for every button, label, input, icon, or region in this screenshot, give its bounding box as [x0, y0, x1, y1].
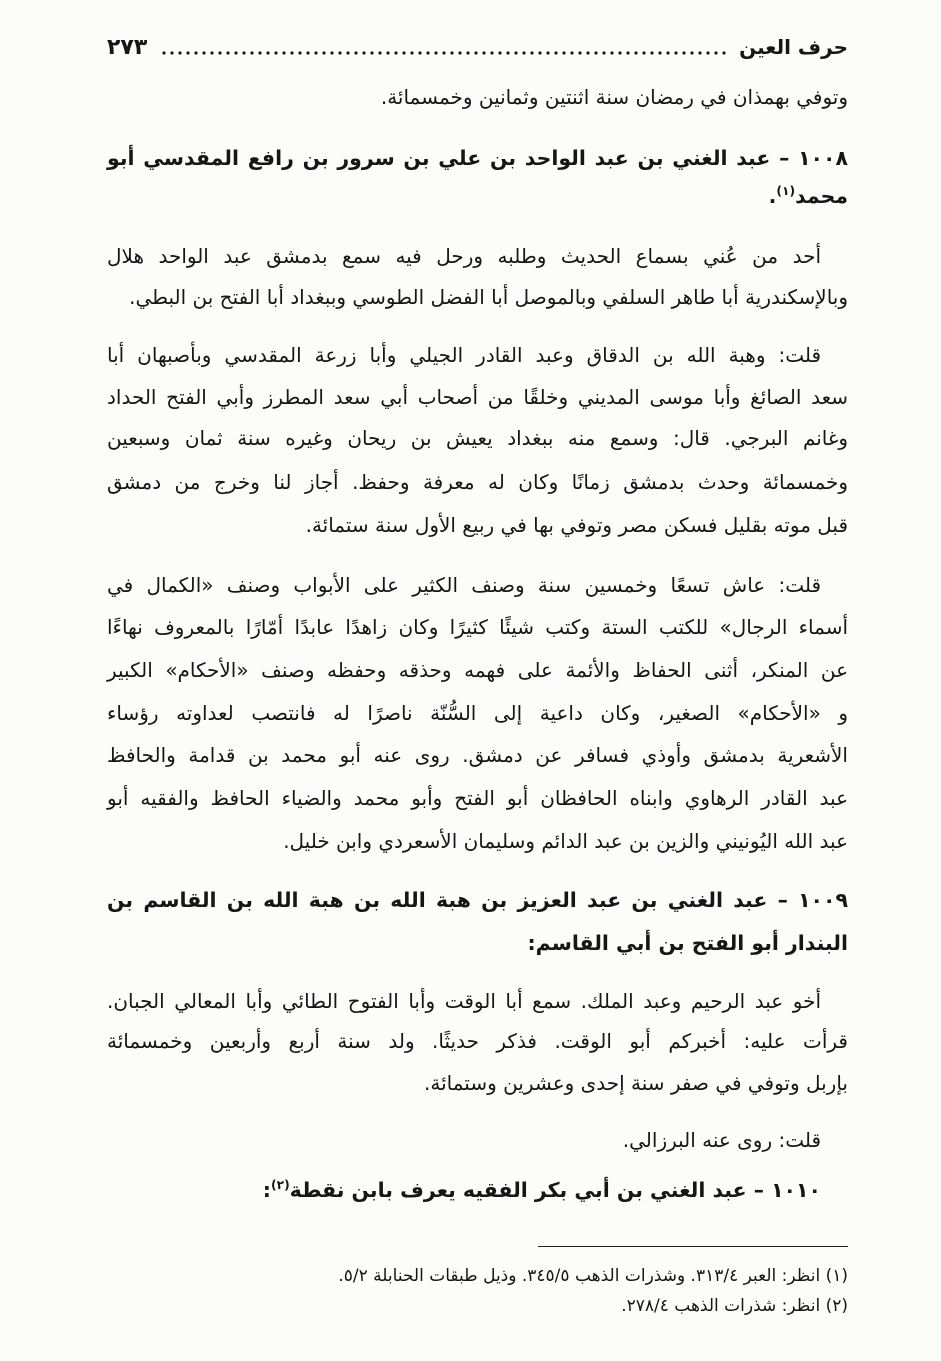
text-line: و «الأحكام» الصغير، وكان داعية إلى السُّنّة ناصرًا له فانتصب لعداوته رؤساء	[107, 701, 848, 725]
text-line: قلت: روى عنه البرزالي.	[622, 1128, 821, 1152]
entry-heading-line: البندار أبو الفتح بن أبي القاسم:	[527, 931, 848, 955]
entry-heading-line: ١٠٠٨ – عبد الغني بن عبد الواحد بن علي بن سرور بن رافع المقدسي أبو	[107, 146, 848, 170]
continuation-line: وتوفي بهمذان في رمضان سنة اثنتين وثمانين وخمسمائة.	[380, 85, 848, 109]
text-line: عن المنكر، أثنى الحفاظ والأئمة على فهمه وحذقه وحفظه وصنف «الأحكام» الكبير	[107, 658, 848, 682]
footnote-text: انظر: العبر ٣١٣/٤. وشذرات الذهب ٣٤٥/٥. وذيل طبقات الحنابلة ٥/٢.	[338, 1266, 821, 1286]
text-line: أسماء الرجال» للكتب الستة وكتب شيئًا كثيرًا وكان زاهدًا عابدًا أمّارًا بالمعروف نهاءًا	[107, 615, 848, 639]
text-line: قلت: وهبة الله بن الدقاق وعبد القادر الجيلي وأبا زرعة المقدسي وبأصبهان أبا	[107, 343, 821, 367]
text-line: أحد من عُني بسماع الحديث وطلبه ورحل فيه سمع بدمشق عبد الواحد هلال	[107, 244, 821, 268]
footnote-ref: (١)	[776, 184, 796, 199]
entry-heading-line	[107, 176, 848, 216]
dotted-leader	[161, 50, 727, 56]
text-line: سعد الصائغ وأبا موسى المديني وخلقًا من أصحاب أبي سعد المطرز وأبي الفتح الحداد	[107, 385, 848, 409]
text-line: قبل موته بقليل فسكن مصر وتوفي بها في ربيع الأول سنة ستمائة.	[305, 513, 848, 537]
text-line: وخمسمائة وحدث بدمشق زمانًا وكان له معرفة وحفظ. أجاز لنا وخرج من دمشق	[107, 470, 848, 494]
page-number: ٢٧٣	[107, 34, 148, 60]
text-line: وغانم البرجي. قال: وسمع منه ببغداد يعيش بن ريحان وغيره سنة ثمان وسبعين	[107, 426, 848, 450]
text-line: قلت: عاش تسعًا وخمسين سنة وصنف الكثير على الأبواب وصنف «الكمال في	[107, 573, 821, 597]
text-line: وبالإسكندرية أبا طاهر السلفي وبالموصل أبا الفضل الطوسي وببغداد أبا الفتح بن البطي.	[129, 285, 848, 309]
text-line: عبد القادر الرهاوي وابناه الحافظان أبو الفتح وأبو محمد والضياء الحافظ والفقيه أبو	[107, 786, 848, 810]
entry-heading-line	[107, 1170, 848, 1210]
footnote-separator	[538, 1246, 848, 1247]
heading-text: ١٠١٠ – عبد الغني بن أبي بكر الفقيه يعرف بابن نقطة	[289, 1178, 821, 1202]
footnote-marker: (١)	[825, 1266, 848, 1286]
footnote	[107, 1261, 848, 1291]
text-line: قرأت عليه: أخبركم أبو الوقت. فذكر حديثًا. ولد سنة أربع وأربعين وخمسمائة	[107, 1029, 848, 1053]
text-line: الأشعرية بدمشق وأوذي فسافر عن دمشق. روى عنه أبو محمد بن قدامة والحافظ	[107, 743, 848, 767]
running-header	[107, 27, 848, 67]
section-title: حرف العين	[739, 35, 848, 59]
text-line: بإربل وتوفي في صفر سنة إحدى وعشرين وستمائة.	[424, 1071, 848, 1095]
entry-heading-line: ١٠٠٩ – عبد الغني بن عبد العزيز بن هبة الله بن هبة الله بن القاسم بن	[107, 888, 848, 912]
footnote-marker: (٢)	[825, 1296, 848, 1316]
heading-text: محمد	[795, 184, 848, 208]
text-line: أخو عبد الرحيم وعبد الملك. سمع أبا الوقت وأبا الفتوح الطائي وأبا المعالي الجبان.	[107, 989, 821, 1013]
footnote-ref: (٢)	[270, 1178, 290, 1193]
heading-end: .	[768, 184, 777, 208]
footnote	[107, 1291, 848, 1321]
footnote-text: انظر: شذرات الذهب ٢٧٨/٤.	[621, 1296, 821, 1316]
heading-end: :	[262, 1178, 271, 1202]
text-line: عبد الله اليُونيني والزين بن عبد الدائم وسليمان الأسعردي وابن خليل.	[283, 829, 848, 853]
